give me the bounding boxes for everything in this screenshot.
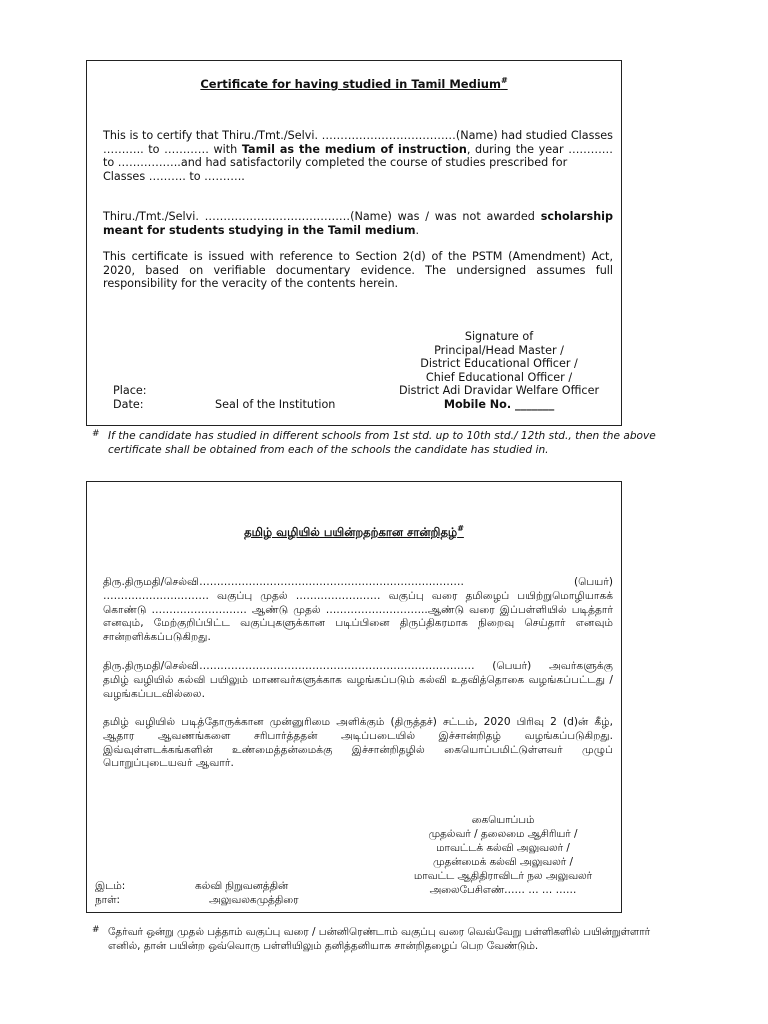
footnote-mark: # <box>92 925 100 935</box>
signature-line: மாவட்ட ஆதிதிராவிடர் நல அலுவலர் <box>413 870 593 882</box>
seal-label-line-1: கல்வி நிறுவனத்தின் <box>195 880 289 892</box>
title-footnote-mark: # <box>500 76 508 85</box>
signature-line: கையொப்பம் <box>471 814 535 826</box>
mobile-number-label: அலைபேசிஎண்…… … … …… <box>429 884 577 896</box>
signature-line: Signature of <box>464 330 534 343</box>
signature-line: Chief Educational Officer / <box>425 370 573 384</box>
signature-line: District Educational Officer / <box>420 357 578 371</box>
tamil-paragraph-3: தமிழ் வழியில் படித்தோருக்கான முன்னுரிமை அளிக்கும் (திருத்தச்) சட்டம், 2020 பிரிவு 2 (d)ன் கீழ், ஆதார ஆவணங்களை சரிபார்த்ததன் அடிப்படையில் இச்சான்றிதழ் வழங்கப்படுகிறது. இவ்வுள்ளடக்கங்களின் உண்மைத்தன்மைக்கு இச்சான்றிதழில் கையொப்பமிட்டுள்ளவர் முழுப் பொறுப்புடையவர் ஆவார். <box>103 716 613 770</box>
english-paragraph-2: Thiru./Tmt./Selvi. …………………………………(Name) was / was not awarded scholarship meant for students studying in the Tamil medium. <box>103 210 613 237</box>
english-paragraph-3: This certificate is issued with reference to Section 2(d) of the PSTM (Amendment) Act, 2020, based on verifiable documentary evidence. The undersigned assumes full responsibility for the veracity of the contents herein. <box>103 250 613 291</box>
tamil-footnote <box>92 926 684 954</box>
english-signature-block <box>389 330 609 412</box>
tamil-signature-block <box>393 813 613 897</box>
place-label: இடம்: <box>95 880 126 892</box>
signature-line: முதன்மைக் கல்வி அலுவலர் / <box>433 856 573 868</box>
tamil-certificate-box <box>86 481 622 913</box>
tamil-paragraph-2: திரு.திருமதி/செல்வி…………………………………………………………………… (பெயர்) அவர்களுக்கு தமிழ் வழியில் கல்வி பயிலும் மாணவர்களுக்காக வழங்கப்படும் கல்வி உதவித்தொகை வழங்கப்பட்டது / வழங்கப்படவில்லை. <box>103 660 613 700</box>
date-label: நாள்: <box>95 894 120 906</box>
footnote-mark: # <box>92 429 100 439</box>
signature-line: Principal/Head Master / <box>434 343 564 357</box>
footnote-text: தேர்வர் ஒன்று முதல் பத்தாம் வகுப்பு வரை / பன்னிரெண்டாம் வகுப்பு வரை வெவ்வேறு பள்ளிகளில் பயின்றுள்ளார் எனில், தான் பயின்ற ஒவ்வொரு பள்ளியிலும் தனித்தனியாக சான்றிதழைப் பெற வேண்டும். <box>108 926 651 952</box>
signature-line: District Adi Dravidar Welfare Officer <box>398 384 600 398</box>
signature-line: மாவட்டக் கல்வி அலுவலர் / <box>436 842 570 854</box>
place-label: Place: <box>113 384 147 397</box>
date-label: Date: <box>113 398 144 411</box>
tamil-certificate-title: தமிழ் வழியில் பயின்றதற்கான சான்றிதழ்# <box>244 524 464 539</box>
tamil-paragraph-1: திரு.திருமதி/செல்வி………………………………………………………………… (பெயர்) ………………………… வகுப்பு முதல் …………………… வகுப்பு வரை தமிழைப் பயிற்றுமொழியாகக் கொண்டு ……………………… ஆண்டு முதல் ………………………..ஆண்டு வரை இப்பள்ளியில் படித்தார் எனவும், மேற்குறிப்பிட்ட வகுப்புகளுக்கான படிப்பினை திருப்திகரமாக நிறைவு செய்தார் எனவும் சான்றளிக்கப்படுகிறது. <box>103 576 613 644</box>
footnote-text: If the candidate has studied in different schools from 1st std. up to 10th std./ 12th std., then the above certificate shall be obtained from each of the schools the candidate has studied in. <box>108 430 656 456</box>
seal-label: Seal of the Institution <box>215 398 336 411</box>
signature-line: முதல்வர் / தலைமை ஆசிரியர் / <box>428 828 578 840</box>
english-paragraph-1: This is to certify that Thiru./Tmt./Selvi. ………………………………(Name) had studied Classes ……….. to ………… with Tamil as the medium of instruction, during the year ………… to ……………..and had satisfactorily completed the course of studies prescribed for Classes ………. to ……….. <box>103 129 613 183</box>
english-certificate-box <box>86 60 622 426</box>
mobile-number-label: Mobile No. _______ <box>443 397 555 411</box>
english-footnote <box>92 430 684 457</box>
title-footnote-mark: # <box>457 524 464 533</box>
seal-label-line-2: அலுவலகமுத்திரை <box>209 894 299 906</box>
english-certificate-title: Certificate for having studied in Tamil Medium# <box>200 76 508 91</box>
